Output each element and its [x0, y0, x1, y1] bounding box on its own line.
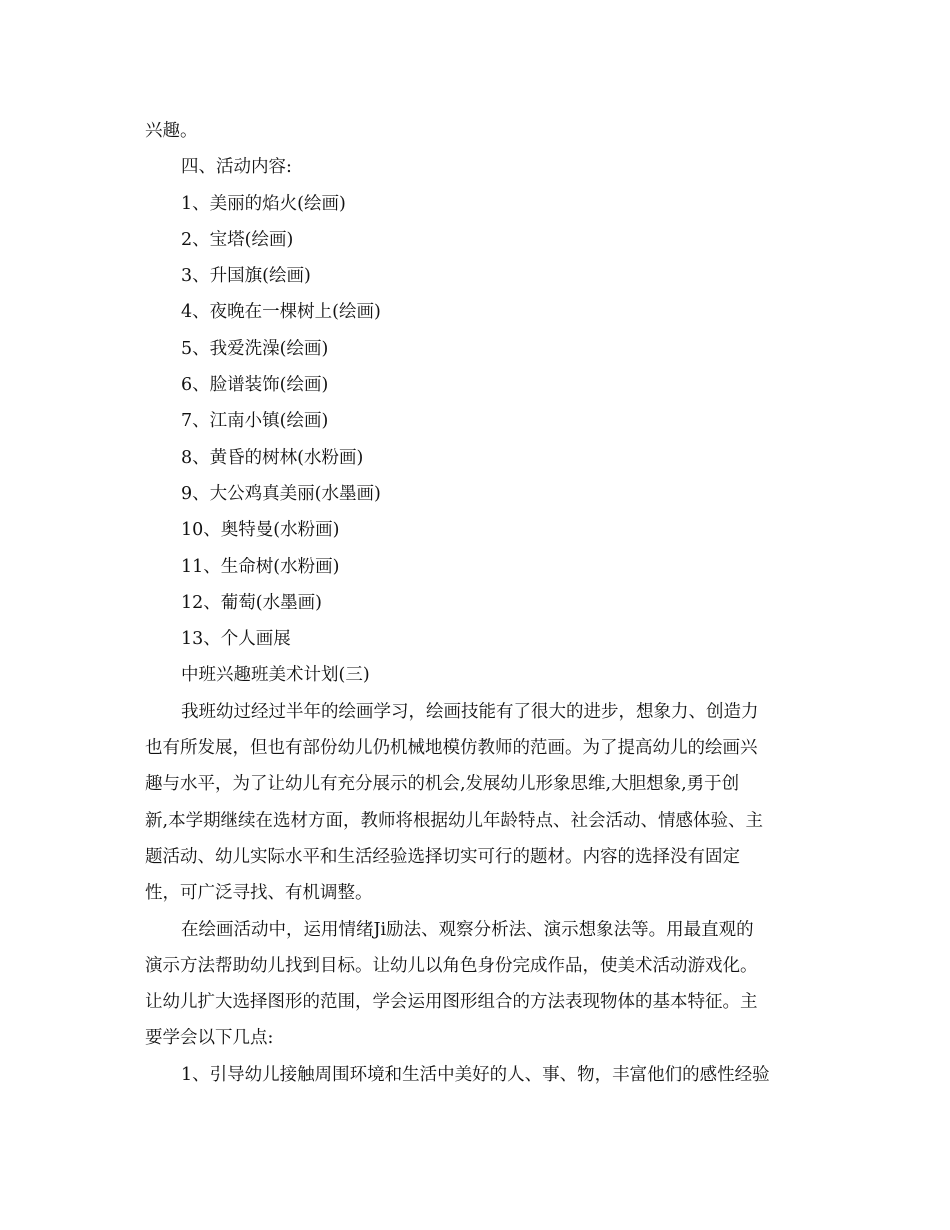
list-item: 2、宝塔(绘画) [181, 229, 294, 250]
section-heading: 中班兴趣班美术计划(三) [181, 665, 370, 686]
paragraph-line: 演示方法帮助幼儿找到目标。让幼儿以角色身份完成作品，使美术活动游戏化。 [145, 955, 758, 976]
paragraph-line: 性，可广泛寻找、有机调整。 [145, 883, 373, 904]
list-item: 5、我爱洗澡(绘画) [181, 338, 329, 359]
paragraph-line: 在绘画活动中，运用情绪Ji励法、观察分析法、演示想象法等。用最直观的 [181, 919, 754, 940]
list-item: 7、江南小镇(绘画) [181, 411, 329, 432]
paragraph-line: 新,本学期继续在选材方面，教师将根据幼儿年龄特点、社会活动、情感体验、主 [145, 810, 764, 831]
text-line: 兴趣。 [145, 121, 198, 141]
paragraph-line: 要学会以下几点: [145, 1028, 274, 1049]
list-item: 12、葡萄(水墨画) [181, 592, 322, 613]
list-item: 8、黄昏的树林(水粉画) [181, 447, 364, 468]
text-line: 四、活动内容: [181, 157, 292, 178]
list-item: 9、大公鸡真美丽(水墨画) [181, 483, 381, 504]
list-item: 10、奥特曼(水粉画) [181, 520, 340, 541]
list-item: 6、脸谱装饰(绘画) [181, 375, 329, 396]
paragraph-line: 我班幼过经过半年的绘画学习，绘画技能有了很大的进步，想象力、创造力 [181, 701, 759, 722]
list-item: 11、生命树(水粉画) [181, 556, 340, 577]
list-item: 1、美丽的焰火(绘画) [181, 193, 346, 214]
list-item: 3、升国旗(绘画) [181, 266, 311, 287]
list-item: 4、夜晚在一棵树上(绘画) [181, 302, 381, 323]
paragraph-line: 也有所发展，但也有部份幼儿仍机械地模仿教师的范画。为了提高幼儿的绘画兴 [145, 738, 758, 759]
paragraph-line: 让幼儿扩大选择图形的范围，学会运用图形组合的方法表现物体的基本特征。主 [145, 992, 758, 1013]
paragraph-line: 1、引导幼儿接触周围环境和生活中美好的人、事、物，丰富他们的感性经验 [181, 1064, 770, 1085]
list-item: 13、个人画展 [181, 629, 291, 650]
document-body [145, 113, 810, 1093]
paragraph-line: 题活动、幼儿实际水平和生活经验选择切实可行的题材。内容的选择没有固定 [145, 846, 740, 867]
paragraph-line: 趣与水平，为了让幼儿有充分展示的机会,发展幼儿形象思维,大胆想象,勇于创 [145, 774, 740, 795]
